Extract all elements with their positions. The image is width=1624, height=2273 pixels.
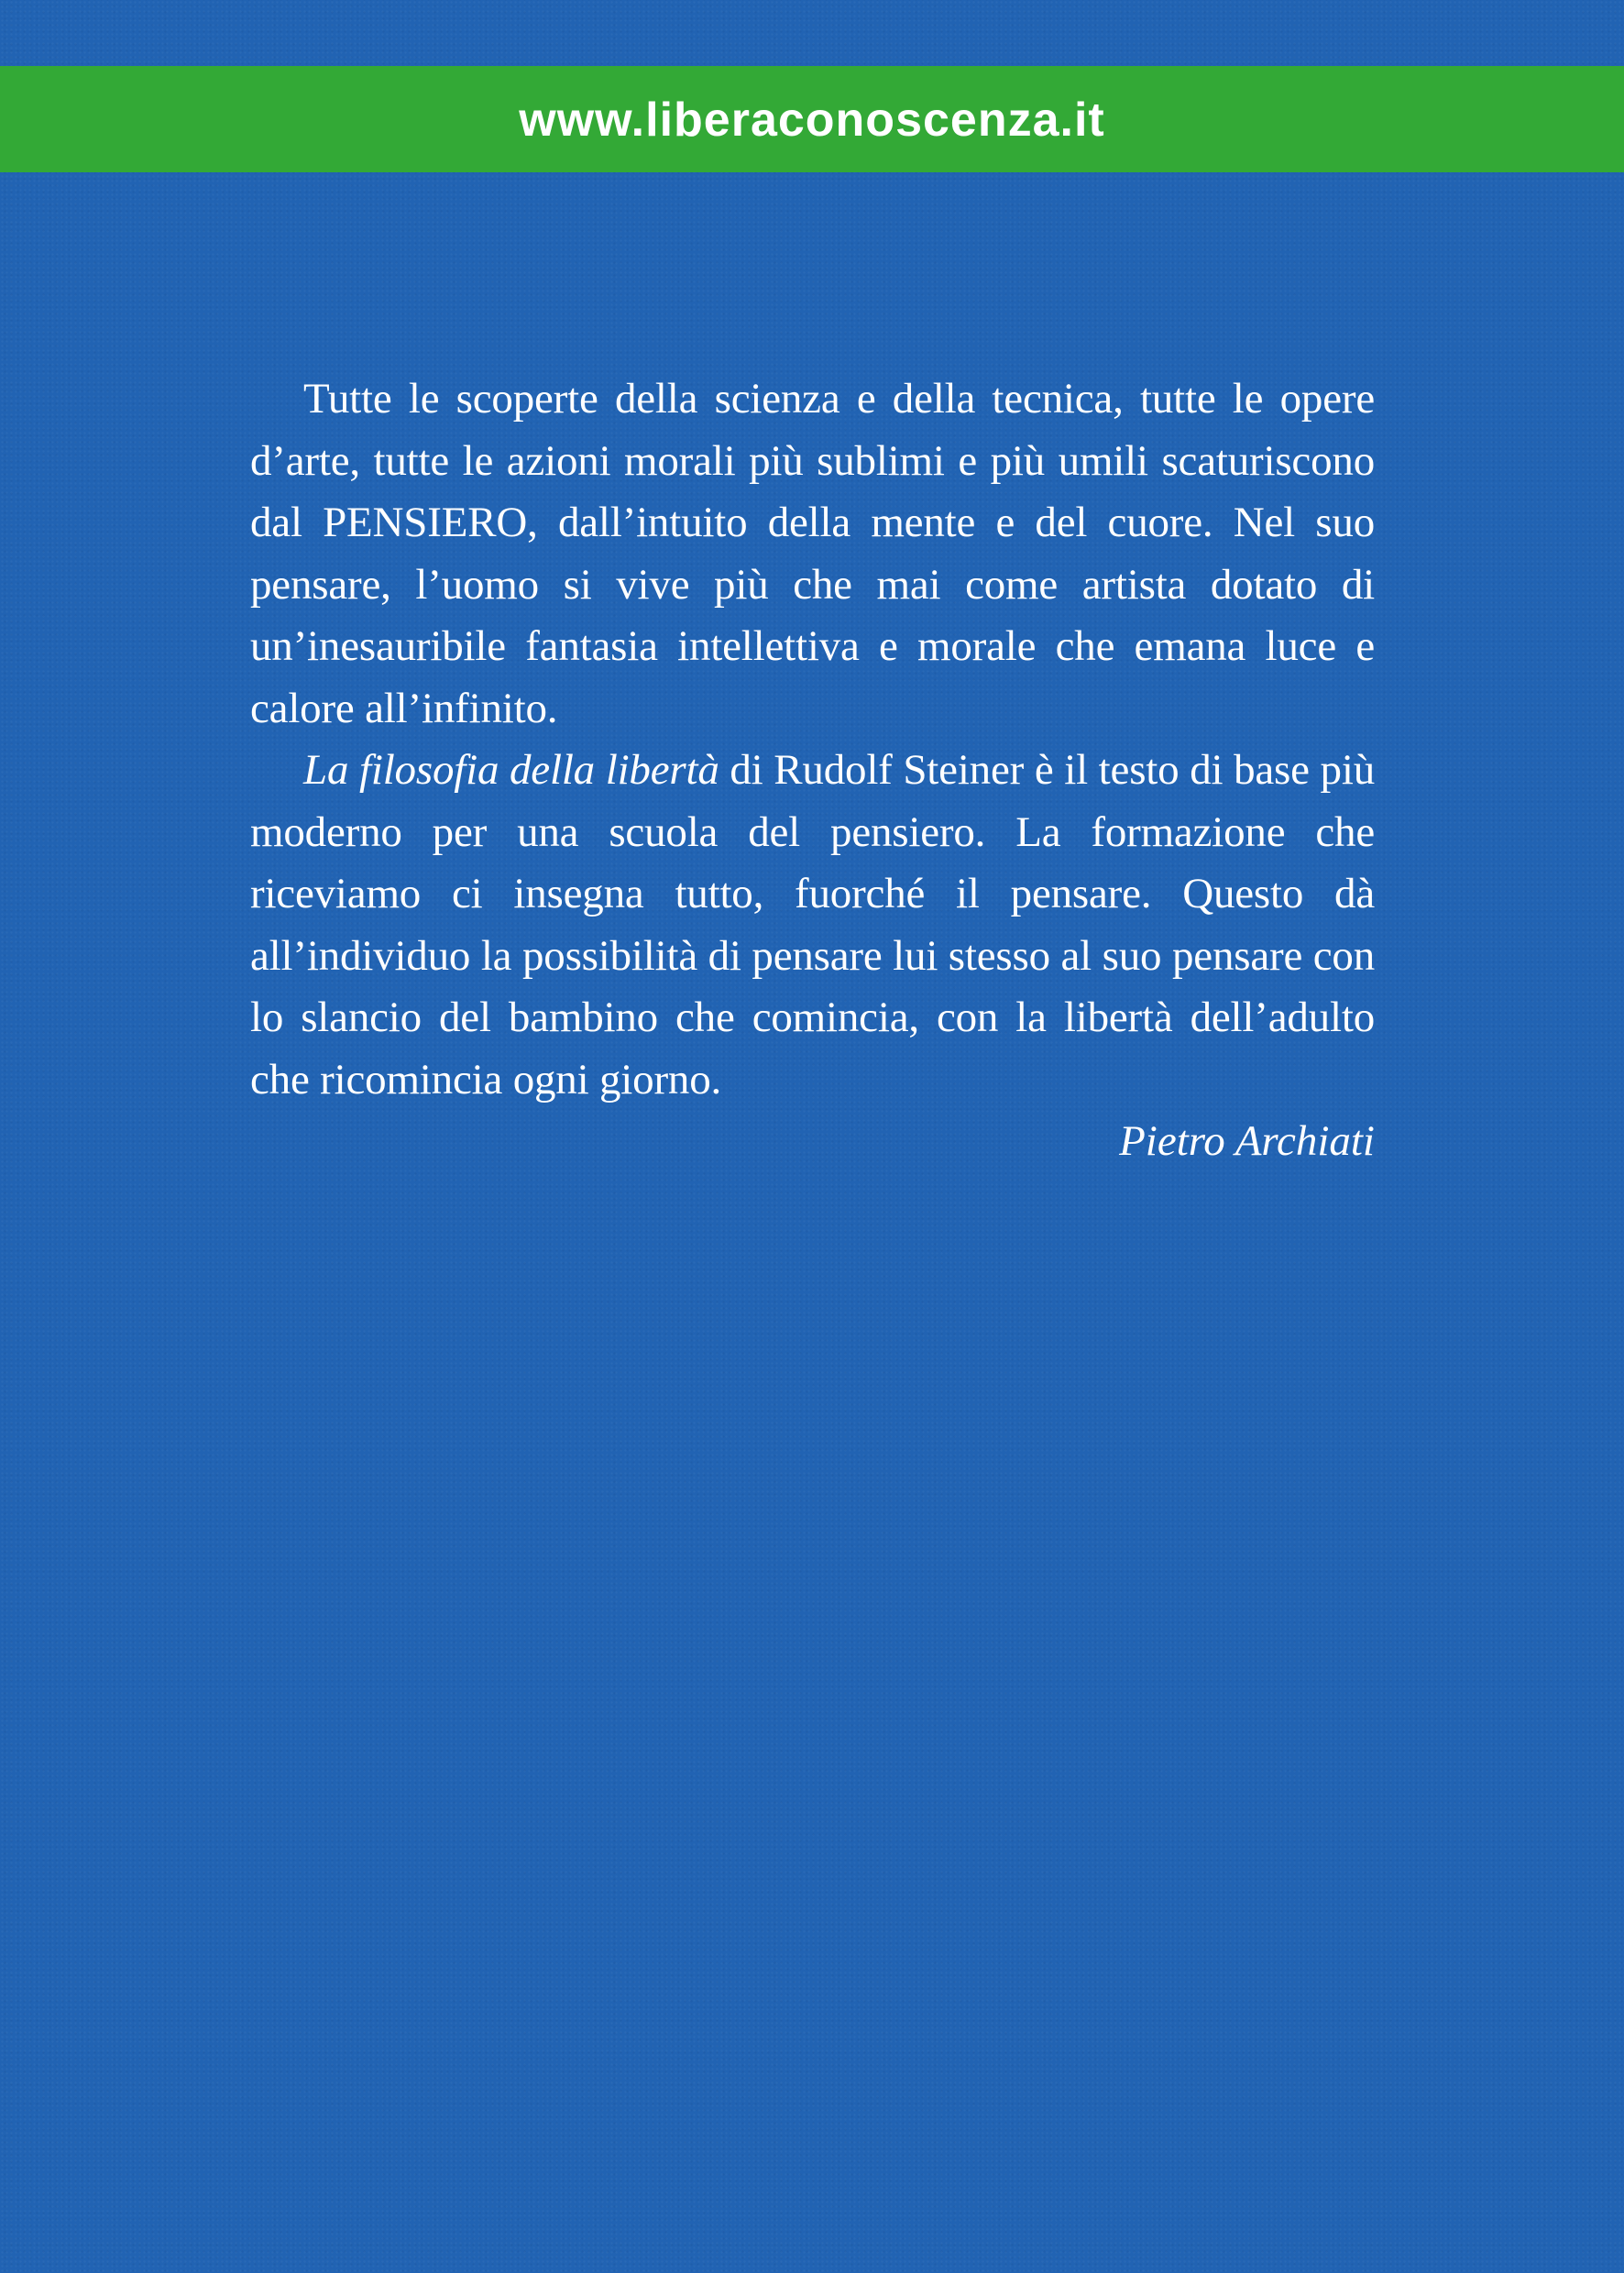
- site-url: www.liberaconoscenza.it: [519, 93, 1105, 147]
- book-title: La filosofia della libertà: [303, 746, 719, 794]
- paragraph-2: [250, 740, 1375, 1111]
- paragraph-2-body: di Rudolf Steiner è il testo di base più moderno per una scuola del pensiero. La formazione che riceviamo ci insegna tutto, fuorché il pensare. Questo dà all’individuo la possibilità di pensare lui stesso al suo pensare con lo slancio del bambino che comincia, con la libertà dell’adulto che ricomincia ogni giorno.: [250, 746, 1375, 1104]
- paragraph-1: Tutte le scoperte della scienza e della tecnica, tutte le opere d’arte, tutte le azioni morali più sublimi e più umili scaturiscono dal PENSIERO, dall’intuito della mente e del cuore. Nel suo pensare, l’uomo si vive più che mai come artista dotato di un’inesauribile fantasia intellettiva e morale che emana luce e calore all’infinito.: [250, 375, 1375, 732]
- author-signature: Pietro Archiati: [1119, 1117, 1375, 1165]
- site-banner: [0, 66, 1624, 172]
- back-cover-text: [250, 368, 1375, 1173]
